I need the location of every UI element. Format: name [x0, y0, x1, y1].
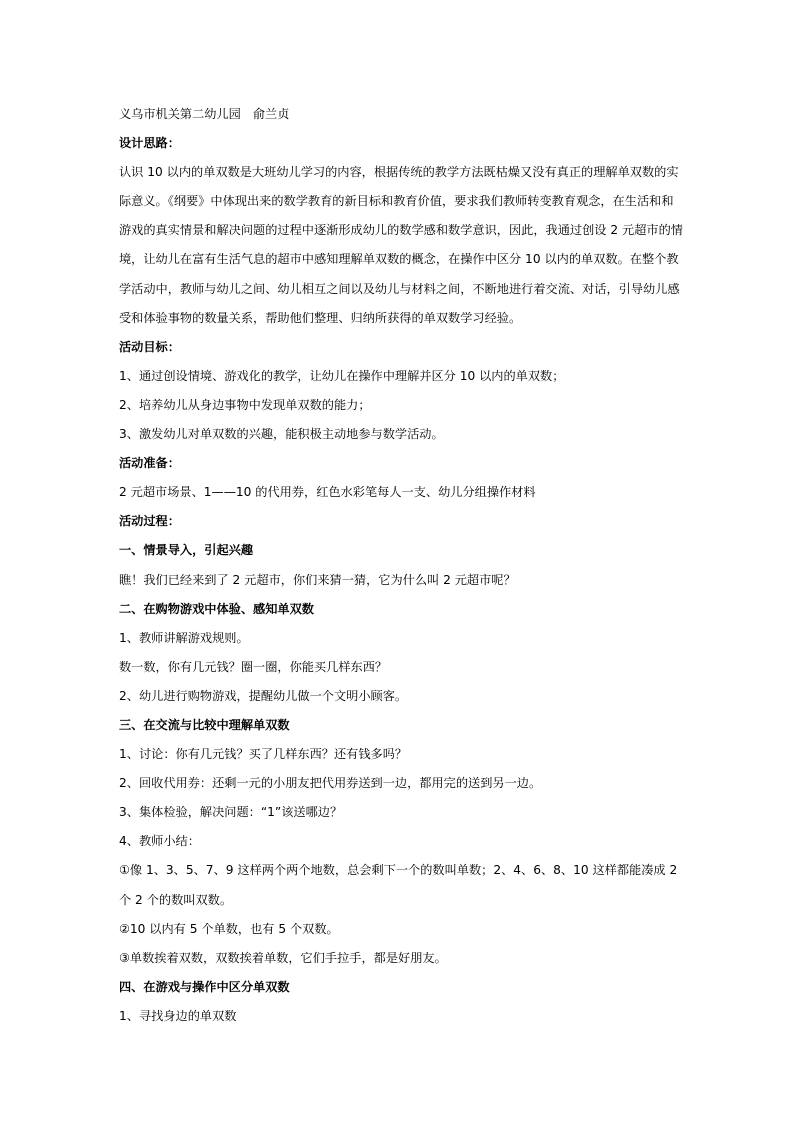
goals-heading: 活动目标：: [119, 339, 180, 354]
school-name: 义乌市机关第二幼儿园: [119, 107, 241, 121]
goal-item-3: 3、激发幼儿对单双数的兴趣，能积极主动地参与数学活动。: [119, 427, 444, 442]
section-2-line-1: 1、教师讲解游戏规则。: [119, 630, 249, 645]
goal-item-1: 1、通过创设情境、游戏化的教学，让幼儿在操作中理解并区分 10 以内的单双数；: [119, 368, 565, 383]
section-2-title: 二、在购物游戏中体验、感知单双数: [119, 601, 314, 616]
design-line-5: 学活动中，教师与幼儿之间、幼儿相互之间以及幼儿与材料之间，不断地进行着交流、对话，引导幼儿感: [119, 281, 680, 296]
author-name: 俞兰贞: [252, 107, 290, 121]
section-3-line-3: 3、集体检验，解决问题：“1”该送哪边？: [119, 805, 343, 820]
design-line-3: 游戏的真实情景和解决问题的过程中逐渐形成幼儿的数学感和数学意识，因此，我通过创设 2 元超市的情: [119, 223, 683, 238]
process-heading: 活动过程：: [119, 514, 180, 529]
section-2-line-2: 数一数，你有几元钱？圈一圈，你能买几样东西？: [119, 659, 388, 674]
design-line-6: 受和体验事物的数量关系，帮助他们整理、归纳所获得的单双数学习经验。: [119, 310, 522, 325]
section-3-line-5: ①像 1、3、5、7、9 这样两个两个地数，总会剩下一个的数叫单数；2、4、6、8、10 这样都能凑成 2: [119, 863, 678, 878]
section-3-line-4: 4、教师小结：: [119, 834, 200, 849]
document-body: [119, 100, 683, 1031]
section-4-title: 四、在游戏与操作中区分单双数: [119, 979, 290, 994]
header-line: [119, 100, 679, 129]
prep-heading: 活动准备：: [119, 456, 180, 471]
section-3-line-2: 2、回收代用券：还剩一元的小朋友把代用券送到一边，都用完的送到另一边。: [119, 776, 542, 791]
design-line-4: 境，让幼儿在富有生活气息的超市中感知理解单双数的概念，在操作中区分 10 以内的单双数。在整个教: [119, 252, 679, 267]
prep-text: 2 元超市场景、1——10 的代用券，红色水彩笔每人一支、幼儿分组操作材料: [119, 485, 536, 500]
section-3-line-1: 1、讨论：你有几元钱？买了几样东西？还有钱多吗？: [119, 747, 408, 762]
section-3-line-7: ②10 以内有 5 个单数，也有 5 个双数。: [119, 921, 339, 936]
design-line-2: 际意义。《纲要》中体现出来的数学教育的新目标和教育价值，要求我们教师转变教育观念，在生活和和: [119, 194, 674, 209]
goal-item-2: 2、培养幼儿从身边事物中发现单双数的能力；: [119, 397, 371, 412]
design-heading: 设计思路：: [119, 136, 180, 151]
section-3-title: 三、在交流与比较中理解单双数: [119, 717, 290, 732]
section-1-title: 一、情景导入，引起兴趣: [119, 543, 254, 558]
section-3-line-6: 个 2 个的数叫双数。: [119, 892, 233, 907]
section-3-line-8: ③单数挨着双数，双数挨着单数，它们手拉手，都是好朋友。: [119, 950, 447, 965]
design-line-1: 认识 10 以内的单双数是大班幼儿学习的内容，根据传统的教学方法既枯燥又没有真正的理解单双数的实: [119, 165, 679, 180]
section-2-line-3: 2、幼儿进行购物游戏，提醒幼儿做一个文明小顾客。: [119, 688, 408, 703]
section-1-line-1: 瞧！我们已经来到了 2 元超市，你们来猜一猜，它为什么叫 2 元超市呢？: [119, 572, 516, 587]
section-4-line-1: 1、寻找身边的单双数: [119, 1008, 237, 1023]
